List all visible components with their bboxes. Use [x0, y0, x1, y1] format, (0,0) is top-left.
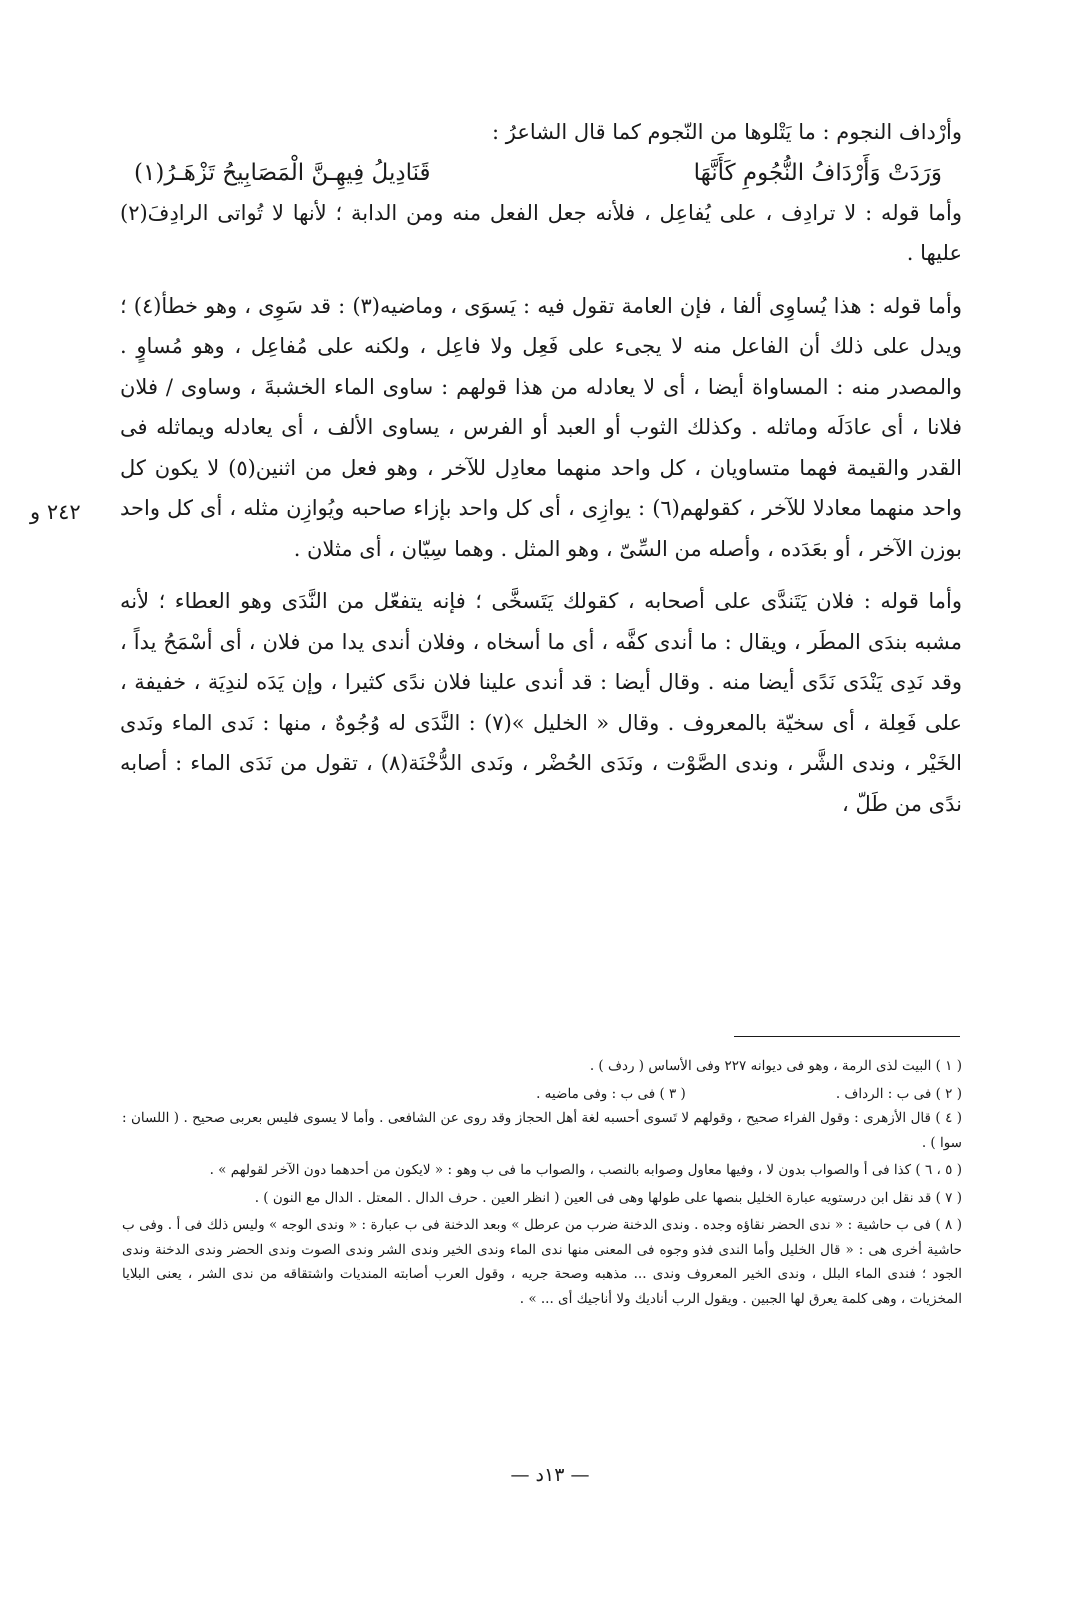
footnote-5-6: ( ٥ ، ٦ ) كذا فى أ والصواب بدون لا ، وفيها معاول وصوابه بالنصب ، والصواب ما فى ب وهو : « لايكون من أحدهما دون الآخر لقولهم » .: [209, 1162, 962, 1178]
footnote-4: ( ٤ ) قال الأزهرى : وقول الفراء صحيح ، وقولهم لا تَسوى أحسبه لغة أهل الحجاز وقد روى عن الشافعى . وأما لا يسوى فليس بعربى صحيح . ( اللسان : سوا ) .: [122, 1110, 963, 1151]
footnote-1: ( ١ ) البيت لذى الرمة ، وهو فى ديوانه ٢٢٧ وفى الأساس ( ردف ) .: [589, 1058, 962, 1074]
paragraph-intro: وأرْداف النجوم : ما يَتْلوها من النّجوم كما قال الشاعرُ :: [492, 120, 962, 144]
footnote-row-2-3: [122, 1082, 962, 1107]
paragraph-taradif: وأما قوله : لا ترادِف ، على يُفاعِل ، فلأنه جعل الفعل منه ومن الدابة ؛ لأنها لا تُواتى الرادِفَ(٢) عليها .: [120, 200, 962, 265]
footnotes: [122, 1054, 962, 1314]
footnote-divider: [734, 1036, 960, 1037]
verse-first-hemistich: وَرَدَتْ وَأَرْدَافُ النُّجُومِ كَأَنَّهَا: [693, 159, 942, 186]
paragraph-yusawi: وأما قوله : هذا يُساوِى ألفا ، فإن العامة تقول فيه : يَسوَى ، وماضيه(٣) : قد سَوِى ، وهو خطأ(٤) ؛ ويدل على ذلك أن الفاعل منه لا يجىء على فَعِل ولا فاعِل ، ولكنه على مُفاعِل ، وهو مُساوٍ . والمصدر منه : المساواة أيضا ، أى لا يعادله من هذا قولهم : ساوى الماء الخشبةَ ، وساوى / فلان فلانا ، أى عادَلَه وماثله . وكذلك الثوب أو العبد أو الفرس ، يساوى الألف ، أى يعادله ويماثله فى القدر والقيمة فهما متساويان ، كل واحد منهما معادِل للآخر ، وهو فعل من اثنين(٥) لا يكون كل واحد منهما معادلا للآخر ، كقولهم(٦) : يوازِى ، أى كل واحد بإزاء صاحبه ويُوازِن مثله ، أى كل واحد بوزن الآخر ، أو بعَدَده ، وأصله من السِّىّ ، وهو المثل . وهما سِيّان ، أى مثلان .: [120, 293, 963, 561]
page-number: — ١٣د —: [510, 1464, 590, 1486]
footnote-3: ( ٣ ) فى ب : وفى ماضيه .: [536, 1085, 686, 1102]
folio-margin-note: ٢٤٢ و: [30, 500, 81, 524]
poetry-verse: [120, 153, 962, 193]
main-text: [120, 112, 962, 824]
footnote-2: ( ٢ ) فى ب : الرداف .: [835, 1085, 962, 1102]
paragraph-yatanadda: وأما قوله : فلان يَتَندَّى على أصحابه ، كقولك يَتَسخَّى ؛ فإنه يتفعّل من النَّدَى وهو العطاء ؛ لأنه مشبه بندَى المطَر ، ويقال : ما أندى كفَّه ، أى ما أسخاه ، وفلان أندى يدا من فلان ، أى أسْمَحُ يداً ، وقد نَدِى يَنْدَى نَدًى أيضا منه . وقال أيضا : قد أندى علينا فلان ندًى كثيرا ، وإن يَدَه لندِيَة ، خفيفة ، على فَعِلة ، أى سخيّة بالمعروف . وقال « الخليل »(٧) : النَّدَى له وُجُوهٌ ، منها : نَدى الماء ونَدى الخَيْر ، وندى الشَّر ، وندى الصَّوْت ، ونَدَى الحُضْر ، ونَدى الدُّخْنَة(٨) ، تقول من نَدَى الماء : أصابه ندًى من طَلّ ،: [120, 589, 962, 816]
footnote-8: ( ٨ ) فى ب حاشية : « ندى الحضر نقاؤه وجده . وندى الدخنة ضرب من عرطل » وبعد الدخنة فى ب عبارة : « وندى الوجه » وليس ذلك فى أ . وفى ب حاشية أخرى هى : « قال الخليل وأما الندى فذو وجوه فى المعنى منها ندى الماء وندى الخير وندى الشر وندى الصوت وندى الحضر وندى الدخنة وندى الجود ؛ فندى الماء البلل ، وندى الخير المعروف وندى ... مذهبه وصحة جريه ، وقول العرب أصابته المنديات واشتقاقه من ندى الشر ، يعنى البلايا المخزيات ، وهى كلمة يعرق لها الجبين . ويقول الرب أناديك ولا أناجيك أى ... » .: [122, 1217, 962, 1307]
verse-second-hemistich: قَنَادِيلُ فِيهِـنَّ الْمَصَابِيحُ تَزْهَـرُ(١): [134, 159, 431, 186]
footnote-7: ( ٧ ) قد نقل ابن درستويه عبارة الخليل بنصها على طولها وهى فى العين ( انظر العين . حرف الدال . المعتل . الدال مع النون ) .: [254, 1189, 962, 1206]
